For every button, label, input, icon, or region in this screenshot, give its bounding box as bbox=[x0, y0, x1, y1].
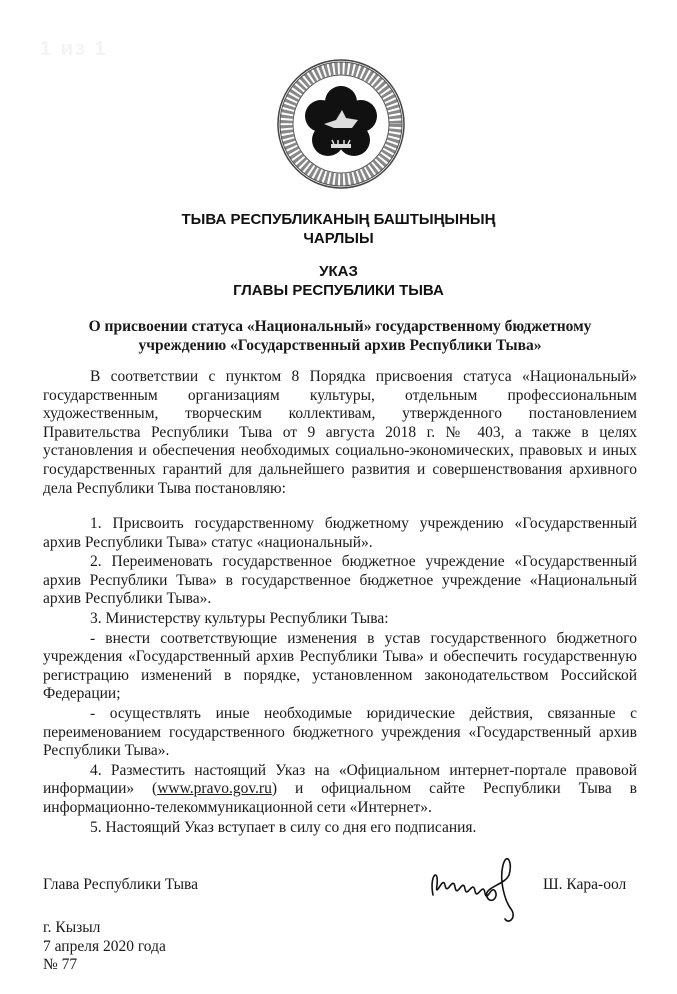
decree-subitem: - осуществлять иные необходимые юридические действия, связанные с переименованием государственного бюджетного учреждения «Государственный архив Республики Тыва». bbox=[43, 704, 637, 760]
item4-before: 4. Разместить настоящий Указ на «Официальном интернет-портале правовой информации» ( bbox=[43, 761, 637, 798]
preamble bbox=[43, 368, 637, 498]
decree-subitem: - внести соответствующие изменения в устав государственного бюджетного учреждения «Государственный архив Республики Тыва» и обеспечить государственную регистрацию изменений в порядке, установленном законодательством Российской Федерации; bbox=[43, 629, 637, 703]
signatory-name: Ш. Кара-оол bbox=[543, 876, 627, 893]
header-ukaz-line1: УКАЗ bbox=[319, 263, 358, 280]
header-tyva-line1: ТЫВА РЕСПУБЛИКАНЫҢ БАШТЫҢЫНЫҢ bbox=[181, 211, 496, 228]
signature-icon bbox=[425, 845, 525, 925]
header-ukaz-line2: ГЛАВЫ РЕСПУБЛИКИ ТЫВА bbox=[233, 282, 444, 299]
header-ukaz bbox=[0, 262, 677, 300]
footer-date: 7 апреля 2020 года bbox=[43, 937, 166, 955]
preamble-text: В соответствии с пунктом 8 Порядка присвоения статуса «Национальный» государственным организациям культуры, отдельным профессиональным художественным, творческим коллективам, утвержденного постановлением Правительства Республики Тыва от 9 августа 2018 г. № 403, а также в целях установления и обеспечения необходимых социально-экономических, правовых и иных государственных гарантий для дальнейшего развития и совершенствования архивного дела Республики Тыва постановляю: bbox=[43, 368, 637, 497]
decree-items bbox=[43, 515, 637, 837]
document-footer bbox=[43, 919, 166, 975]
tuva-coat-of-arms-icon bbox=[276, 58, 406, 190]
pravo-link[interactable]: www.pravo.gov.ru bbox=[157, 780, 272, 798]
decree-item: 3. Министерству культуры Республики Тыва: bbox=[90, 609, 389, 627]
header-tyva bbox=[0, 210, 677, 248]
page-counter: 1 из 1 bbox=[40, 38, 108, 60]
decree-item: 2. Переименовать государственное бюджетное учреждение «Государственный архив Республики Тыва» в государственное бюджетное учреждение «Национальный архив Республики Тыва». bbox=[43, 553, 637, 608]
document-title: О присвоении статуса «Национальный» государственному бюджетному учреждению «Государственный архив Республики Тыва» bbox=[88, 318, 592, 354]
header-tyva-line2: ЧАРЛЫЫ bbox=[303, 230, 374, 247]
item4-after: ) и официальном сайте Республики Тыва в информационно-телекоммуникационной сети «Интернет». bbox=[43, 780, 637, 816]
footer-city: г. Кызыл bbox=[43, 919, 101, 936]
footer-number: № 77 bbox=[43, 956, 78, 973]
decree-item: 1. Присвоить государственному бюджетному учреждению «Государственный архив Республики Тыва» статус «национальный». bbox=[43, 515, 637, 551]
decree-item: 5. Настоящий Указ вступает в силу со дня его подписания. bbox=[90, 818, 477, 836]
decree-item bbox=[43, 762, 637, 818]
signatory-position: Глава Республики Тыва bbox=[43, 876, 199, 893]
